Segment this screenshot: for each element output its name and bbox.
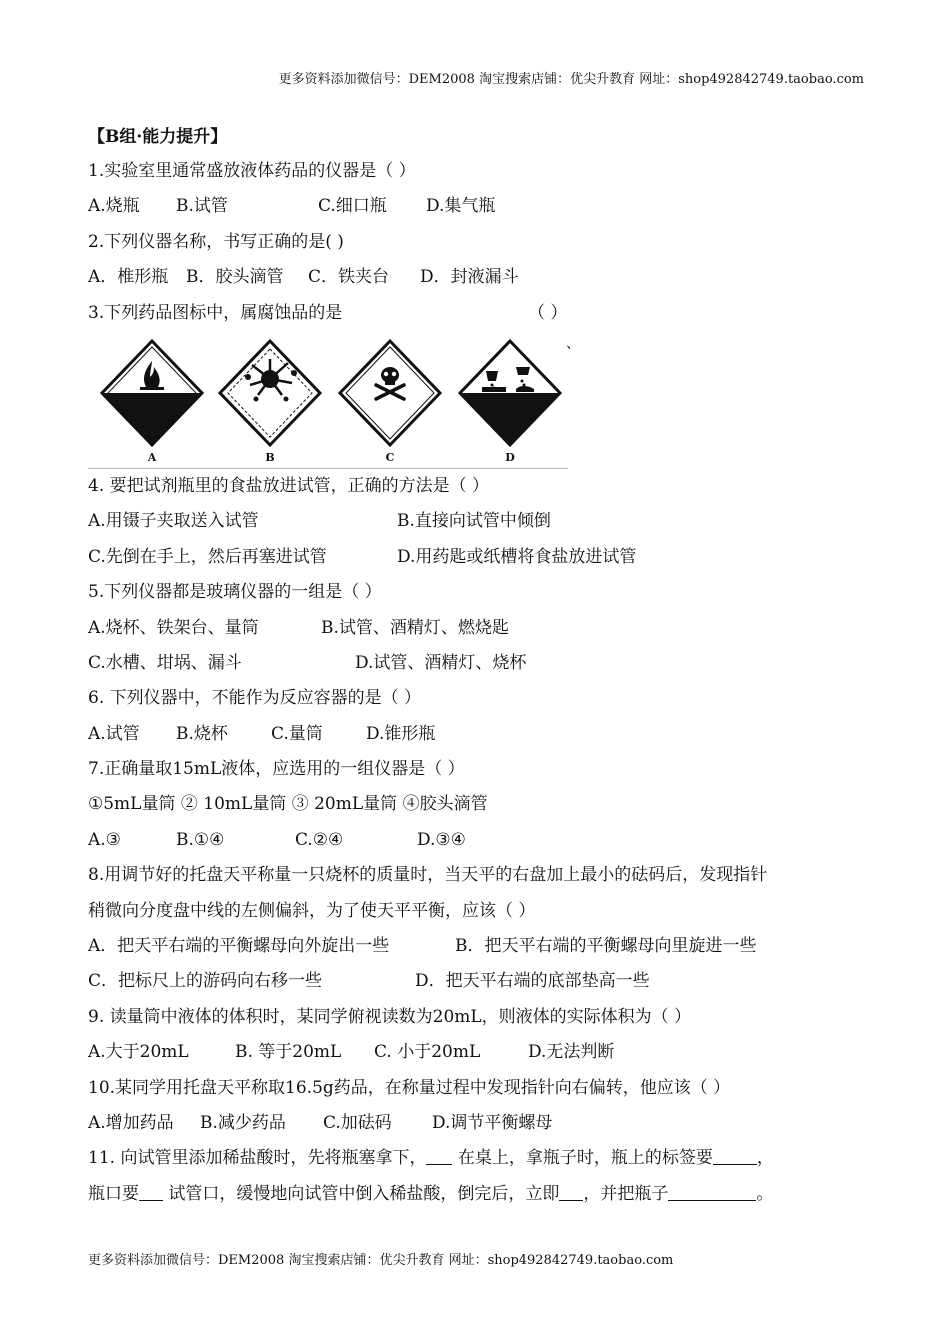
answer-blank-2 (713, 1146, 757, 1165)
option-c: C.②④ (295, 829, 344, 850)
answer-blank-5 (668, 1182, 756, 1201)
option-d: D.③④ (417, 829, 466, 850)
answer-parenthesis: （ ） (528, 302, 568, 323)
toxic-hazard-icon (336, 337, 444, 451)
section-title: 【B组·能力提升】 (88, 127, 228, 147)
question-4-options-row1 (88, 504, 878, 539)
option-d: D．把天平右端的底部垫高一些 (415, 971, 650, 992)
option-b: B. 等于20mL (235, 1042, 342, 1063)
option-a: A.试管 (88, 723, 140, 744)
question-10-stem: 10.某同学用托盘天平称取16.5g药品，在称量过程中发现指针向右偏转，他应该（ ） (88, 1077, 731, 1098)
icon-label-d: D (505, 450, 515, 464)
flammable-hazard-icon (98, 337, 206, 451)
question-10-options (88, 1106, 878, 1141)
question-1-options (88, 189, 878, 224)
answer-blank-3 (139, 1182, 163, 1201)
icon-label-a: A (147, 450, 157, 464)
option-b: B．把天平右端的平衡螺母向里旋进一些 (455, 936, 757, 957)
option-b: B.烧杯 (176, 723, 228, 744)
option-c: C.量筒 (271, 723, 323, 744)
option-d: D.用药匙或纸槽将食盐放进试管 (397, 546, 637, 567)
option-c: C．把标尺上的游码向右移一些 (88, 971, 323, 992)
option-a: A．把天平右端的平衡螺母向外旋出一些 (88, 936, 390, 957)
question-4-stem: 4. 要把试剂瓶里的食盐放进试管，正确的方法是（ ） (88, 475, 490, 496)
answer-blank-4 (559, 1182, 583, 1201)
hazard-icons-row (88, 331, 878, 469)
figure-bottom-border (88, 468, 568, 469)
option-a: A.大于20mL (88, 1042, 189, 1063)
option-b: B.①④ (176, 829, 225, 850)
option-d: D.无法判断 (528, 1042, 615, 1063)
question-6-stem: 6. 下列仪器中，不能作为反应容器的是（ ） (88, 688, 422, 709)
question-11-text-4: 瓶口要 (88, 1183, 139, 1204)
question-section (88, 120, 878, 1212)
question-5-options-row2 (88, 646, 878, 681)
question-7-items: ①5mL量筒 ② 10mL量筒 ③ 20mL量筒 ④胶头滴管 (88, 794, 488, 815)
option-c: C.加砝码 (323, 1112, 392, 1133)
footer-watermark: 更多资料添加微信号：DEM2008 淘宝搜索店铺：优尖升教育 网址：shop492842749.taobao.com (88, 1253, 674, 1268)
question-3-stem-line (88, 296, 878, 331)
option-a: A.③ (88, 829, 121, 850)
icon-label-c: C (385, 450, 395, 464)
option-d: D.试管、酒精灯、烧杯 (355, 652, 527, 673)
question-11-text-2: 在桌上，拿瓶子时，瓶上的标签要 (452, 1148, 713, 1169)
option-c: C.水槽、坩埚、漏斗 (88, 652, 242, 673)
header-watermark: 更多资料添加微信号：DEM2008 淘宝搜索店铺：优尖升教育 网址：shop492842749.taobao.com (278, 72, 864, 87)
option-d: D.锥形瓶 (366, 723, 436, 744)
question-2-options (88, 260, 878, 295)
question-11-line1 (88, 1141, 878, 1176)
question-1-stem: 1.实验室里通常盛放液体药品的仪器是（ ） (88, 161, 416, 181)
answer-blank-1 (426, 1146, 452, 1165)
option-a: A.烧瓶 (88, 196, 140, 217)
question-9-options (88, 1035, 878, 1070)
question-7-stem: 7.正确量取15mL液体，应选用的一组仪器是（ ） (88, 759, 465, 780)
option-d: D．封液漏斗 (420, 267, 519, 288)
icon-label-b: B (265, 450, 275, 464)
corrosive-hazard-icon (456, 337, 564, 451)
question-7-options (88, 823, 878, 858)
option-a: A.增加药品 (88, 1112, 174, 1133)
option-a: A.烧杯、铁架台、量筒 (88, 617, 259, 638)
question-8-options-row2 (88, 964, 878, 999)
option-a: A.用镊子夹取送入试管 (88, 511, 259, 532)
option-c: C.细口瓶 (318, 196, 387, 217)
option-b: B．胶头滴管 (186, 267, 284, 288)
option-b: B.试管 (176, 196, 228, 217)
question-8-stem-line1: 8.用调节好的托盘天平称量一只烧杯的质量时，当天平的右盘加上最小的砝码后，发现指针 (88, 865, 768, 886)
option-c: C．铁夹台 (308, 267, 390, 288)
option-c: C.先倒在手上，然后再塞进试管 (88, 546, 327, 567)
explosive-hazard-icon (216, 337, 324, 451)
question-11-text-7: 。 (756, 1183, 774, 1204)
question-11-text-1: 11. 向试管里添加稀盐酸时，先将瓶塞拿下， (88, 1148, 427, 1169)
option-c: C. 小于20mL (374, 1042, 481, 1063)
question-2-stem: 2.下列仪器名称，书写正确的是( ) (88, 231, 344, 252)
option-b: B.试管、酒精灯、燃烧匙 (321, 617, 509, 638)
question-9-stem: 9. 读量筒中液体的体积时，某同学俯视读数为20mL，则液体的实际体积为（ ） (88, 1006, 692, 1027)
question-4-options-row2 (88, 540, 878, 575)
question-8-stem-line2: 稍微向分度盘中线的左侧偏斜，为了使天平平衡，应该（ ） (88, 900, 536, 921)
question-11-text-6: ，并把瓶子 (583, 1183, 669, 1204)
question-3-stem: 3.下列药品图标中，属腐蚀品的是 (88, 302, 343, 323)
question-11-text-5: 试管口，缓慢地向试管中倒入稀盐酸，倒完后，立即 (163, 1183, 560, 1204)
stray-mark: 、 (566, 335, 580, 352)
option-b: B.减少药品 (200, 1112, 286, 1133)
question-11-line2 (88, 1177, 878, 1212)
question-8-options-row1 (88, 929, 878, 964)
option-a: A．椎形瓶 (88, 267, 169, 288)
option-d: D.集气瓶 (426, 196, 496, 217)
option-b: B.直接向试管中倾倒 (397, 511, 551, 532)
question-5-options-row1 (88, 611, 878, 646)
question-11-text-3: ， (756, 1148, 774, 1169)
question-6-options (88, 717, 878, 752)
question-5-stem: 5.下列仪器都是玻璃仪器的一组是（ ） (88, 582, 382, 603)
option-d: D.调节平衡螺母 (432, 1112, 553, 1133)
